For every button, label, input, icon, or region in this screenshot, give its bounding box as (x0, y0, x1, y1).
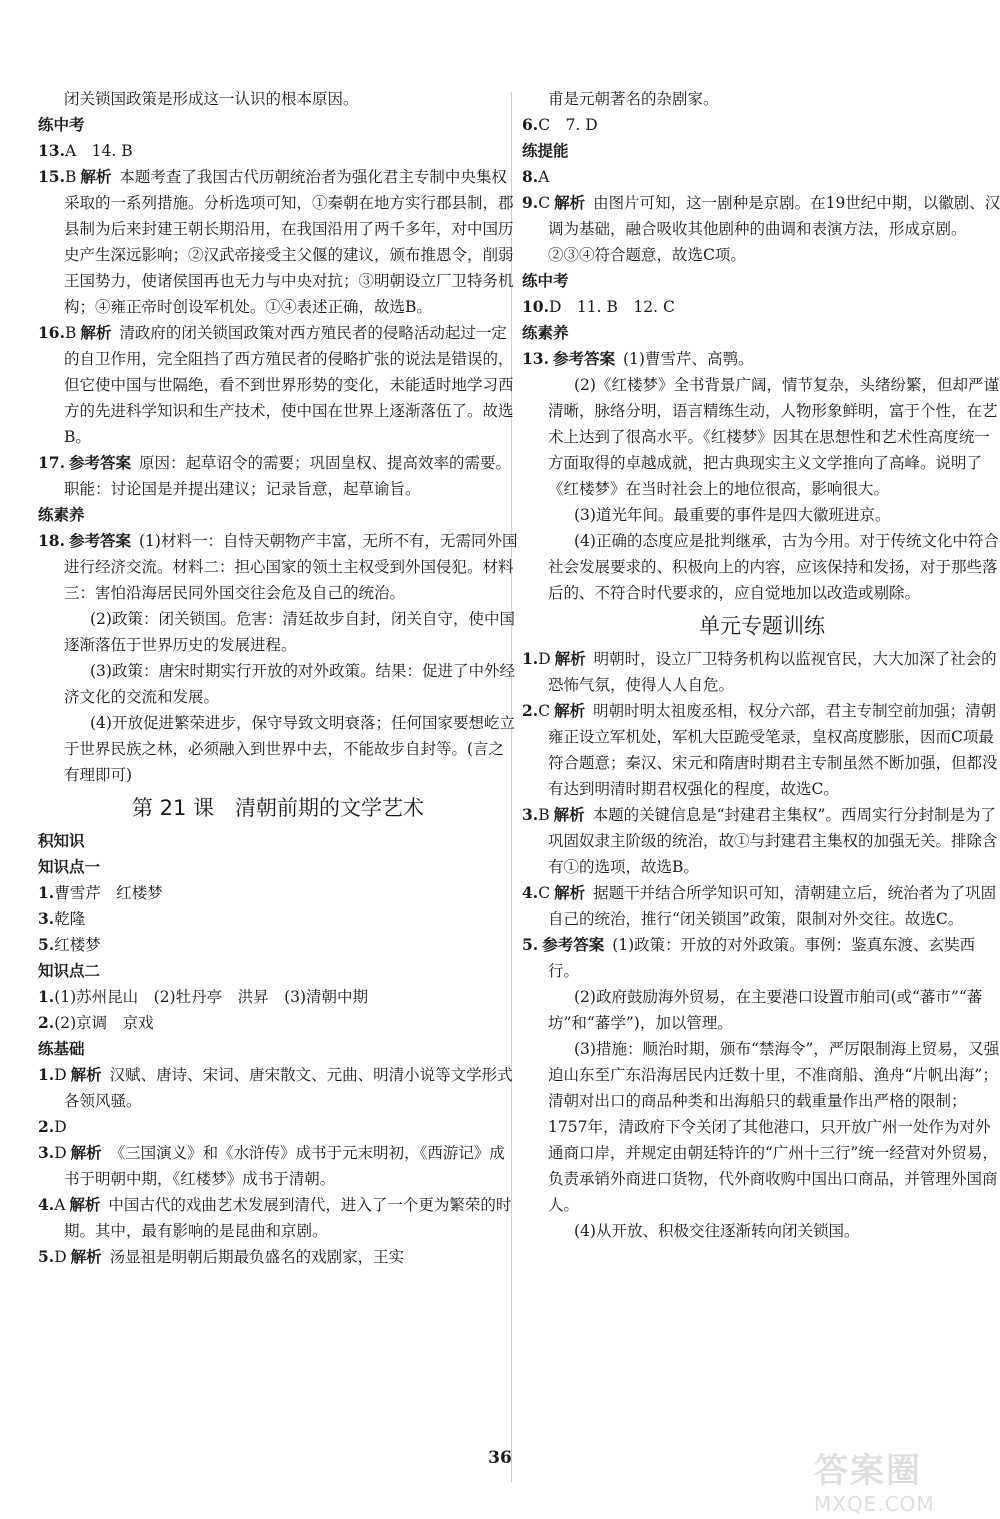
answer-text: 曹雪芹 红楼梦 (54, 884, 163, 902)
watermark-text: 答案圈 (814, 1451, 922, 1491)
answer-text: (1)材料一：自恃天朝物产丰富，无所不有，无需同外国进行经济交流。材料二：担心国家的领土主权受到外国侵犯。材料三：害怕沿海居民同外国交往会危及自己的统治。 (64, 532, 518, 602)
question-number: 9. (522, 193, 539, 212)
answer-item (522, 190, 1000, 268)
answer-paragraph: (2)政府鼓励海外贸易，在主要港口设置市舶司(或“蕃市”“蕃坊”和“蕃学”)，加以管理。 (548, 988, 983, 1032)
answer-text: A 14. B (64, 142, 133, 160)
answer-item (522, 346, 1000, 372)
question-number: 18. (38, 531, 65, 550)
answer-choice: B (538, 806, 550, 824)
answer-paragraph: (3)措施：顺治时期，颁布“禁海令”，严厉限制海上贸易，又强迫山东至广东沿海居民内迁数十里，不准商船、渔舟“片帆出海”；清朝对出口的商品种类和出海船只的载重量作出严格的限制；1757年，清政府下令关闭了其他港口，只开放广州一处作为对外通商口岸，并规定由朝廷特许的“广州十三行”统一经营对外贸易，负责承销外商进口货物，代外商收购中国出口商品，并管理外国商人。 (548, 1040, 1000, 1214)
question-number: 4. (38, 1195, 55, 1214)
answer-paragraph: 闭关锁国政策是形成这一认识的根本原因。 (64, 90, 359, 108)
answer-text: 《三国演义》和《水浒传》成书于元末明初，《西游记》成书于明朝中期，《红楼梦》成书于清朝。 (64, 1144, 505, 1188)
answer-item (38, 1244, 518, 1270)
right-column (522, 86, 1000, 1244)
answer-paragraph: (3)政策：唐宋时期实行开放的对外政策。结果：促进了中外经济文化的交流和发展。 (64, 662, 515, 706)
answer-item (522, 112, 1000, 138)
answer-item (522, 880, 1000, 932)
answer-choice: C (538, 194, 551, 212)
section-heading: 练中考 (38, 116, 85, 134)
answer-tag: 参考答案 (542, 936, 605, 954)
answer-text: 红楼梦 (54, 936, 101, 954)
answer-paragraph: 职能：讨论国是并提出建议；记录旨意，起草谕旨。 (64, 480, 421, 498)
answer-item (38, 1192, 518, 1244)
answer-text: (1)曹雪芹、高鹗。 (622, 350, 754, 368)
answer-item (38, 984, 518, 1010)
answer-item (38, 906, 518, 932)
question-number: 16. (38, 323, 65, 342)
watermark-logo (814, 1443, 974, 1516)
question-number: 10. (522, 297, 549, 316)
section-heading: 练中考 (522, 272, 569, 290)
answer-tag: 解析 (554, 702, 586, 720)
answer-paragraph: (3)道光年间。最重要的事件是四大徽班进京。 (574, 506, 891, 524)
answer-item (38, 164, 518, 320)
answer-choice: B (64, 168, 77, 186)
answer-item (38, 528, 518, 606)
answer-choice: D (54, 1248, 67, 1266)
answer-text: (2)京调 京戏 (54, 1014, 154, 1032)
answer-choice: D (54, 1066, 67, 1084)
answer-choice: C (538, 702, 551, 720)
question-number: 13. (522, 349, 549, 368)
section-heading: 练提能 (522, 142, 569, 160)
answer-item (38, 450, 518, 476)
answer-text: D 11. B 12. C (548, 298, 675, 316)
answer-item (522, 698, 1000, 802)
answer-tag: 参考答案 (552, 350, 615, 368)
answer-choice: D (538, 650, 551, 668)
question-number: 3. (38, 909, 55, 928)
answer-text: 本题考查了我国古代历朝统治者为强化君主专制中央集权采取的一系列措施。分析选项可知，①秦朝在地方实行郡县制，郡县制为后来封建王朝长期沿用，在我国沿用了两千多年，对中国历史产生深远影响；②汉武帝接受主父偃的建议，颁布推恩令，削弱王国势力，使诸侯国再也无力与中央对抗；③明朝设立厂卫特务机构；④雍正帝时创设军机处。①④表述正确，故选B。 (64, 168, 514, 316)
answer-item (38, 880, 518, 906)
question-number: 2. (522, 701, 539, 720)
lesson-title: 第 21 课 清朝前期的文学艺术 (131, 796, 425, 820)
question-number: 8. (522, 167, 539, 186)
answer-paragraph: (2)《红楼梦》全书背景广阔，情节复杂，头绪纷繁，但却严谨清晰，脉络分明，语言精练生动，人物形象鲜明，富于个性，在艺术上达到了很高水平。《红楼梦》因其在思想性和艺术性高度统一方面取得的卓越成就，把古典现实主义文学推向了高峰。说明了《红楼梦》在当时社会上的地位很高，影响很大。 (548, 376, 999, 498)
answer-text: 明朝时，设立厂卫特务机构以监视官民，大大加深了社会的恐怖气氛，使得人人自危。 (548, 650, 997, 694)
page-number: 36 (488, 1448, 512, 1468)
answer-choice: D (54, 1144, 67, 1162)
answer-item (38, 1010, 518, 1036)
question-number: 1. (38, 1065, 55, 1084)
question-number: 2. (38, 1013, 55, 1032)
answer-tag: 解析 (70, 1066, 102, 1084)
answer-text: 汤显祖是明朝后期最负盛名的戏剧家，王实 (109, 1248, 405, 1266)
answer-item (522, 932, 1000, 984)
answer-text: 汉赋、唐诗、宋词、唐宋散文、元曲、明清小说等文学形式各领风骚。 (64, 1066, 513, 1110)
answer-paragraph: (4)从开放、积极交往逐渐转向闭关锁国。 (574, 1222, 860, 1240)
answer-text: 中国古代的戏曲艺术发展到清代，进入了一个更为繁荣的时期。其中，最有影响的是昆曲和京剧。 (64, 1196, 512, 1240)
answer-tag: 解析 (70, 1144, 102, 1162)
answer-paragraph: (2)政策：闭关锁国。危害：清廷故步自封，闭关自守，使中国逐渐落伍于世界历史的发展进程。 (64, 610, 515, 654)
answer-text: 乾隆 (54, 910, 86, 928)
answer-item (522, 164, 1000, 190)
answer-item (38, 1114, 518, 1140)
answer-text: 由图片可知，这一剧种是京剧。在19世纪中期，以徽剧、汉调为基础，融合吸收其他剧种的曲调和表演方法，形成京剧。②③④符合题意，故选C项。 (548, 194, 1000, 264)
answer-tag: 解析 (70, 1248, 102, 1266)
answer-tag: 解析 (80, 324, 112, 342)
question-number: 4. (522, 883, 539, 902)
question-number: 1. (38, 987, 55, 1006)
question-number: 5. (38, 935, 55, 954)
answer-choice: A (54, 1196, 66, 1214)
section-heading: 知识点二 (38, 962, 101, 980)
answer-tag: 解析 (554, 194, 586, 212)
question-number: 17. (38, 453, 65, 472)
answer-choice: B (64, 324, 77, 342)
answer-text: D (54, 1118, 67, 1136)
question-number: 2. (38, 1117, 55, 1136)
answer-tag: 参考答案 (68, 454, 131, 472)
question-number: 5. (38, 1247, 55, 1266)
answer-item (522, 646, 1000, 698)
question-number: 13. (38, 141, 65, 160)
answer-text: 明朝时明太祖废丞相，权分六部，君主专制空前加强；清朝雍正设立军机处，军机大臣跪受笔录，皇权高度膨胀，因而C项最符合题意；秦汉、宋元和隋唐时期君主专制虽然不断加强，但都没有达到明清时期君权强化的程度，故选C。 (548, 702, 998, 798)
answer-item (38, 138, 518, 164)
answer-text: (1)苏州昆山 (2)牡丹亭 洪昇 (3)清朝中期 (54, 988, 369, 1006)
answer-text: 本题的关键信息是“封建君主集权”。西周实行分封制是为了巩固奴隶主阶级的统治，故①与封建君主集权的加强无关。排除含有①的选项，故选B。 (548, 806, 998, 876)
watermark-url: MXQE.COM (814, 1492, 935, 1516)
answer-text: C 7. D (538, 116, 598, 134)
left-column (38, 86, 518, 1270)
section-heading: 练素养 (38, 506, 85, 524)
answer-item (38, 320, 518, 450)
lesson-title: 单元专题训练 (699, 614, 825, 638)
section-heading: 练素养 (522, 324, 569, 342)
answer-tag: 解析 (553, 806, 585, 824)
answer-tag: 参考答案 (68, 532, 131, 550)
question-number: 6. (522, 115, 539, 134)
answer-text: A (538, 168, 550, 186)
question-number: 3. (522, 805, 539, 824)
answer-tag: 解析 (554, 884, 586, 902)
answer-tag: 解析 (80, 168, 112, 186)
question-number: 5. (522, 935, 539, 954)
answer-paragraph: (4)正确的态度应是批判继承，古为今用。对于传统文化中符合社会发展要求的、积极向上的内容，应该保持和发扬，对于那些落后的、不符合时代要求的，应自觉地加以改造或剔除。 (548, 532, 999, 602)
section-heading: 知识点一 (38, 858, 101, 876)
question-number: 3. (38, 1143, 55, 1162)
answer-text: 据题干并结合所学知识可知，清朝建立后，统治者为了巩固自己的统治，推行“闭关锁国”政策，限制对外交往。故选C。 (548, 884, 997, 928)
answer-item (38, 1062, 518, 1114)
section-heading: 积知识 (38, 832, 85, 850)
answer-item (38, 1140, 518, 1192)
answer-text: 原因：起草诏令的需要；巩固皇权、提高效率的需要。 (138, 454, 511, 472)
question-number: 15. (38, 167, 65, 186)
answer-item (522, 294, 1000, 320)
answer-item (38, 932, 518, 958)
answer-item (522, 802, 1000, 880)
question-number: 1. (38, 883, 55, 902)
answer-text: 清政府的闭关锁国政策对西方殖民者的侵略活动起过一定的自卫作用，完全阻挡了西方殖民者的侵略扩张的说法是错误的，但它使中国与世隔绝，看不到世界形势的变化，未能适时地学习西方的先进科学知识和生产技术，使中国在世界上逐渐落伍了。故选B。 (64, 324, 514, 446)
section-heading: 练基础 (38, 1040, 85, 1058)
answer-choice: C (538, 884, 551, 902)
answer-paragraph: 甫是元朝著名的杂剧家。 (548, 90, 719, 108)
answer-paragraph: (4)开放促进繁荣进步，保守导致文明衰落；任何国家要想屹立于世界民族之林，必须融入到世界中去，不能故步自封等。(言之有理即可) (64, 714, 515, 784)
answer-tag: 解析 (69, 1196, 101, 1214)
answer-tag: 解析 (554, 650, 586, 668)
question-number: 1. (522, 649, 539, 668)
answer-text: (1)政策：开放的对外政策。事例：鉴真东渡、玄奘西行。 (548, 936, 976, 980)
